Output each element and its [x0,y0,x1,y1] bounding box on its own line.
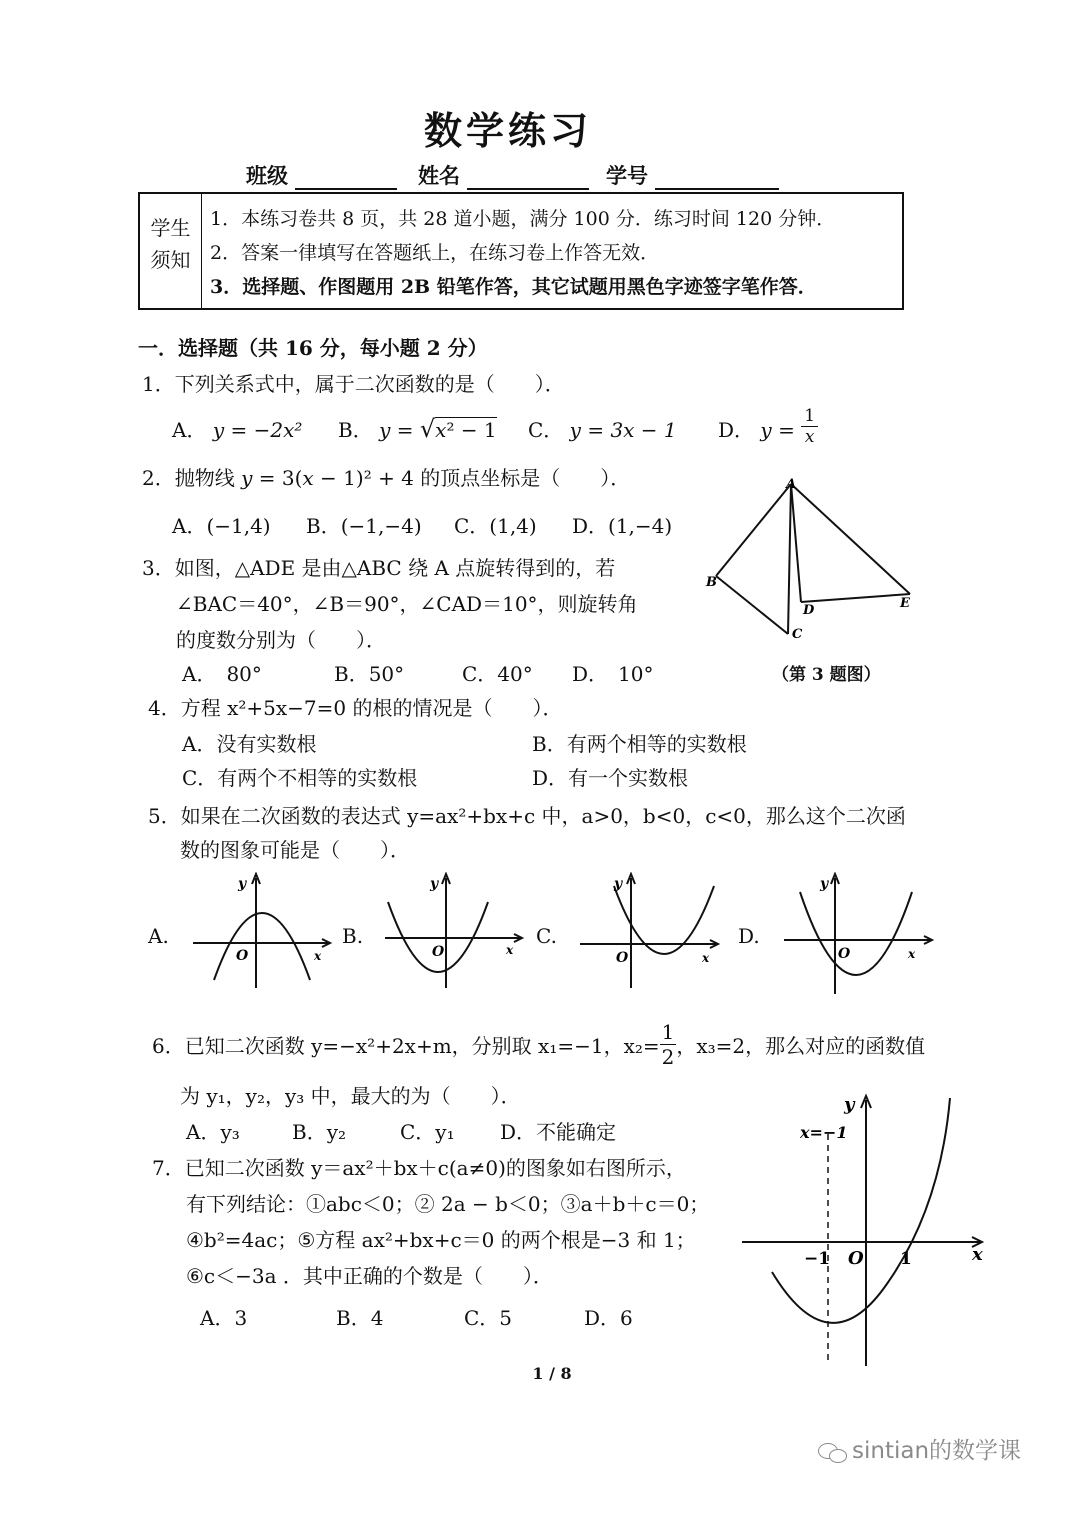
q5-option-a-label: A. [148,924,169,948]
notice-label: 学生 须知 [140,194,202,308]
q2-option-c: C．(1,4) [454,514,537,538]
svg-text:x=−1: x=−1 [800,1123,848,1142]
svg-text:O: O [432,944,445,960]
q5-graph-d [780,872,934,996]
svg-text:O: O [236,948,249,964]
point-c-label: C [792,627,803,642]
q2-option-d: D．(1,−4) [572,514,673,538]
q7-line2: 有下列结论：①abc＜0；② 2a − b＜0；③a＋b＋c＝0； [186,1192,710,1216]
q7-option-c: C．5 [464,1306,513,1330]
svg-text:x: x [908,947,916,961]
q5-graph-b [380,872,530,992]
svg-text:y: y [820,876,829,892]
q4-option-c: C．有两个不相等的实数根 [182,766,418,790]
q3-option-d: D． 10° [572,662,654,686]
q1-option-b: B． y = √x² − 1 [338,415,497,443]
svg-text:O: O [616,950,629,966]
svg-text:x: x [972,1244,983,1265]
q7-option-a: A．3 [200,1306,248,1330]
q5-graph-c [576,872,726,992]
q6-line2: 为 y₁，y₂，y₃ 中，最大的为（ ）． [180,1084,521,1108]
q2-option-b: B．(−1,−4) [306,514,422,538]
q6-option-d: D．不能确定 [500,1120,617,1144]
q3-line2: ∠BAC＝40°，∠B＝90°，∠CAD＝10°，则旋转角 [176,592,638,616]
q7-line4: ⑥c＜−3a ．其中正确的个数是（ ）． [186,1264,553,1288]
q5-line2: 数的图象可能是（ ）． [180,838,410,862]
q3-triangle-figure [700,476,920,646]
q4-option-d: D．有一个实数根 [532,766,689,790]
page-title: 数学练习 [423,108,592,153]
notice-box [138,192,904,310]
q7-parabola-graph [740,1090,990,1370]
name-field: 姓名 [418,160,589,190]
notice-item: 1．本练习卷共 8 页，共 28 道小题，满分 100 分．练习时间 120 分钟． [210,208,836,230]
q7-option-d: D．6 [584,1306,633,1330]
q1-option-d: D． y = $\frac{1}{x}$ [718,414,818,447]
q7-line1: 7．已知二次函数 y＝ax²＋bx＋c(a≠0)的图象如右图所示， [152,1156,686,1180]
point-a-label: A [786,477,797,492]
q5-option-d-label: D. [738,924,760,948]
q5-option-b-label: B. [342,924,364,948]
q3-option-c: C．40° [462,662,533,686]
svg-text:x: x [506,943,514,957]
svg-text:y: y [844,1094,855,1115]
q3-option-b: B．50° [334,662,405,686]
q4-stem: 4．方程 x²+5x−7=0 的根的情况是（ ）． [148,696,563,720]
student-id-field: 学号 [606,160,779,190]
q5-graph-a [188,872,338,992]
svg-text:y: y [238,876,247,892]
notice-items [210,202,835,304]
q1-option-c: C． y = 3x − 1 [528,418,677,442]
q6-option-b: B．y₂ [292,1120,347,1144]
q1-option-a: A． y = −2x² [172,418,303,442]
q4-option-b: B．有两个相等的实数根 [532,732,747,756]
svg-text:−1: −1 [804,1249,831,1269]
section-heading: 一．选择题（共 16 分，每小题 2 分） [138,336,488,360]
wechat-icon [818,1441,848,1463]
page-number: 1 / 8 [532,1364,572,1383]
q6-option-a: A．y₃ [186,1120,240,1144]
q3-option-a: A． 80° [182,662,262,686]
notice-item: 3．选择题、作图题用 2B 铅笔作答，其它试题用黑色字迹签字笔作答． [210,276,817,298]
q5-line1: 5．如果在二次函数的表达式 y=ax²+bx+c 中，a>0，b<0，c<0，那么这个二次函 [148,804,906,828]
watermark: sintian的数学课 [818,1432,1021,1465]
q3-caption: （第 3 题图） [772,665,881,685]
svg-text:y: y [430,876,439,892]
svg-text:1: 1 [900,1249,912,1269]
notice-item: 2．答案一律填写在答题纸上，在练习卷上作答无效． [210,242,660,264]
q3-line3: 的度数分别为（ ）． [176,628,386,652]
q3-line1: 3．如图，△ADE 是由△ABC 绕 A 点旋转得到的，若 [142,556,616,580]
q4-option-a: A．没有实数根 [182,732,317,756]
q2-option-a: A．(−1,4) [172,514,271,538]
q2-stem: 2．抛物线 y = 3(x − 1)² + 4 的顶点坐标是（ ）． [142,466,631,490]
q7-line3: ④b²=4ac；⑤方程 ax²+bx+c＝0 的两个根是−3 和 1； [186,1228,696,1252]
svg-text:x: x [314,949,322,963]
svg-text:y: y [614,876,623,892]
svg-text:O: O [838,946,851,962]
point-e-label: E [900,596,910,611]
q5-option-c-label: C. [536,924,557,948]
class-field: 班级 [246,160,397,190]
point-b-label: B [706,575,717,590]
svg-text:O: O [848,1248,864,1269]
q1-stem: 1．下列关系式中，属于二次函数的是（ ）． [142,372,565,396]
q6-line1: 6．已知二次函数 y=−x²+2x+m，分别取 x₁=−1，x₂= $\frac{1}{2}$ ，x₃=2，那么对应的函数值 [152,1020,926,1069]
point-d-label: D [803,603,815,618]
q6-option-c: C．y₁ [400,1120,455,1144]
q7-option-b: B．4 [336,1306,384,1330]
svg-text:x: x [702,951,710,965]
